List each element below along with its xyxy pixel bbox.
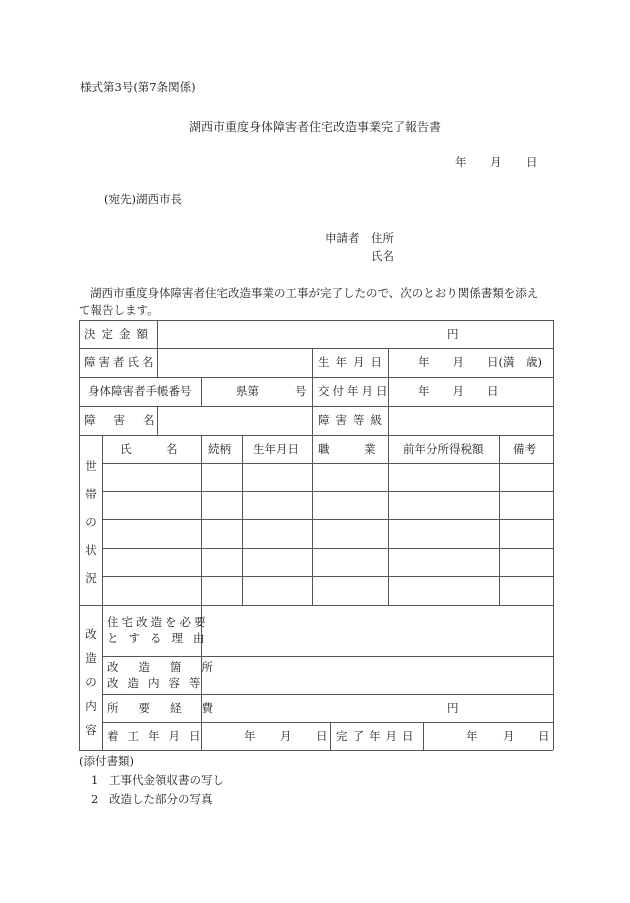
start-date-label: 着工年月日 (107, 729, 210, 743)
decided-amount-unit: 円 (447, 327, 459, 341)
disability-grade-label: 障害等級 (318, 413, 388, 427)
date-year: 年 (455, 155, 467, 169)
date-day: 日 (526, 155, 538, 169)
issue-date-label: 交付年月日 (318, 384, 391, 398)
household-header-occupation: 職 業 (318, 442, 376, 456)
attachments-heading: (添付書類) (79, 754, 134, 768)
cost-unit: 円 (447, 701, 459, 715)
decided-amount-field[interactable] (158, 321, 438, 347)
handbook-prefix: 県第 (236, 384, 259, 398)
location-label-2: 改造内容等 (107, 676, 210, 690)
body-text-line2: て報告します。 (79, 303, 159, 317)
start-month: 月 (280, 729, 292, 743)
handbook-number-label: 身体障害者手帳番号 (88, 384, 192, 398)
disabled-name-field[interactable] (158, 349, 311, 376)
attachment-item-1: 工事代金領収書の写し (109, 773, 224, 787)
attachment-num-2: 2 (91, 792, 99, 806)
issue-date-value: 年 月 日 (418, 384, 499, 398)
section-label-char: の (85, 675, 97, 689)
end-day: 日 (538, 729, 550, 743)
household-header-remarks: 備考 (513, 442, 536, 456)
end-date-label: 完了年月日 (336, 729, 419, 743)
section-label-char: 況 (85, 571, 97, 585)
decided-amount-label: 決定金額 (84, 327, 154, 341)
birth-date-label: 生年月日 (318, 355, 388, 369)
addressee: (宛先)湖西市長 (104, 192, 182, 206)
household-header-name: 氏 名 (120, 442, 178, 456)
disability-grade-field[interactable] (389, 407, 552, 434)
start-day: 日 (316, 729, 328, 743)
end-year: 年 (466, 729, 478, 743)
section-label-char: 内 (85, 699, 97, 713)
cost-label: 所要経費 (107, 701, 233, 715)
renovation-section-label (84, 622, 98, 742)
form-number: 様式第3号(第7条関係) (80, 80, 196, 94)
section-label-char: 帯 (85, 487, 97, 501)
applicant-label: 申請者 (325, 231, 360, 245)
handbook-suffix: 号 (295, 384, 307, 398)
start-year: 年 (244, 729, 256, 743)
attachment-item-2: 改造した部分の写真 (109, 792, 213, 806)
attachment-num-1: 1 (91, 773, 99, 787)
date-month: 月 (490, 155, 502, 169)
household-header-birthdate: 生年月日 (253, 442, 299, 456)
location-label-1: 改造箇所 (107, 660, 233, 674)
household-header-income-tax: 前年分所得税額 (403, 442, 484, 456)
section-label-char: の (85, 515, 97, 529)
household-header-relation: 続柄 (208, 442, 231, 456)
applicant-name-label: 氏名 (371, 249, 394, 263)
end-month: 月 (503, 729, 515, 743)
body-text-line1: 湖西市重度身体障害者住宅改造事業の工事が完了したので、次のとおり関係書類を添え (90, 286, 539, 300)
disability-name-label: 障害名 (84, 413, 173, 427)
section-label-char: 世 (85, 459, 97, 473)
reason-label-2: とする理由 (107, 631, 215, 645)
household-section-label (84, 452, 98, 592)
applicant-address-label: 住所 (371, 231, 394, 245)
section-label-char: 状 (85, 543, 97, 557)
disabled-name-label: 障害者氏名 (84, 355, 157, 369)
page-title: 湖西市重度身体障害者住宅改造事業完了報告書 (189, 120, 442, 134)
section-label-char: 容 (85, 723, 97, 737)
reason-label-1: 住宅改造を必要 (107, 615, 209, 629)
birth-date-value: 年 月 日(満 歳) (418, 355, 542, 369)
section-label-char: 改 (85, 627, 97, 641)
location-field[interactable] (202, 657, 552, 693)
reason-field[interactable] (202, 606, 552, 655)
disability-name-field[interactable] (158, 407, 311, 434)
section-label-char: 造 (85, 651, 97, 665)
